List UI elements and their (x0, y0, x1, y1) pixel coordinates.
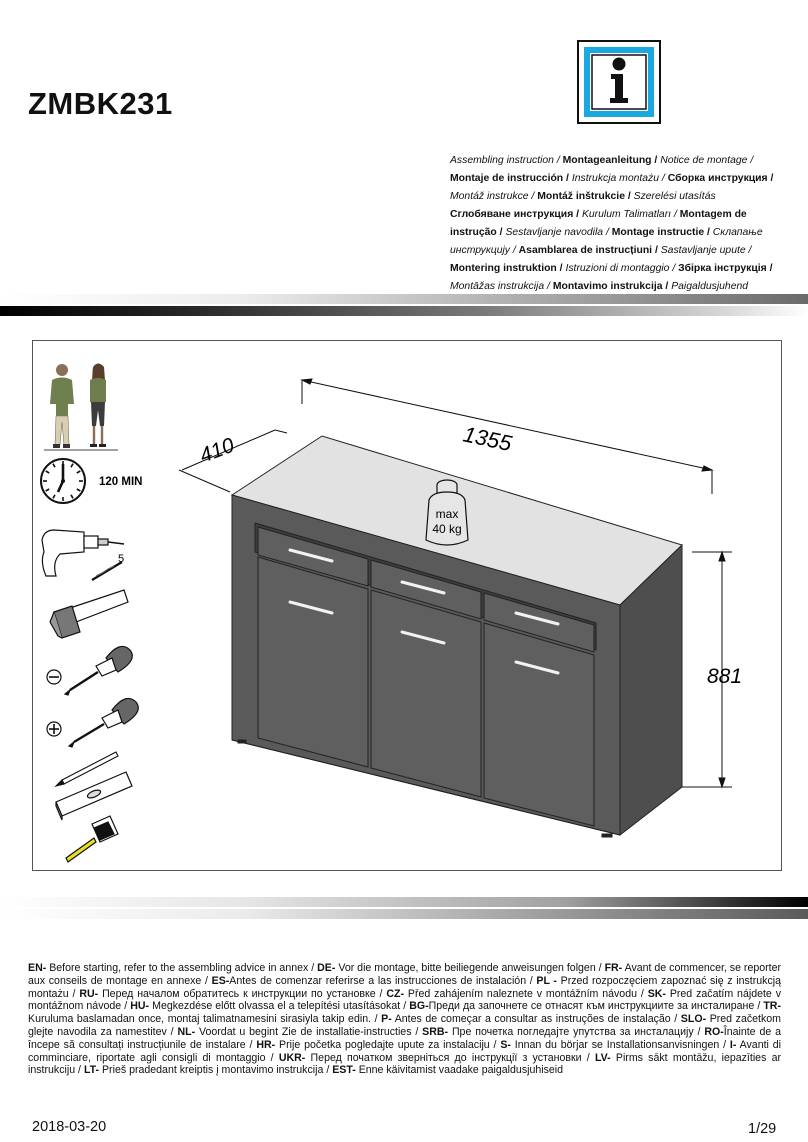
language-separator: / (767, 173, 774, 184)
language-separator: / (659, 173, 668, 184)
notice-text: Megkezdése előtt olvassa el a telepítési utasításokat / (149, 1000, 410, 1013)
language-title: Instrukcja montażu (571, 173, 660, 184)
multilingual-notice (28, 962, 781, 1077)
tape-measure-icon (66, 816, 118, 862)
language-title: Asamblarea de instrucțiuni (518, 245, 653, 256)
language-code: I- (729, 1038, 737, 1051)
language-title: Montageanleitung (562, 155, 652, 166)
language-code: ES- (211, 974, 230, 987)
flat-screwdriver-icon (47, 646, 132, 695)
language-title: Sestavljanje navodila (505, 227, 604, 238)
language-title: Sastavljanje upute (660, 245, 746, 256)
language-code: UKR- (278, 1051, 306, 1064)
language-title: Montavimo instrukcija (552, 281, 663, 292)
notice-text: Kuruluma baslamadan once, montaj talimatnamesini sirasiyla takip edin. / (28, 1013, 382, 1026)
language-separator: / (563, 173, 572, 184)
language-code: SK- (647, 987, 666, 1000)
language-code: SRB- (422, 1025, 449, 1038)
language-list (450, 152, 800, 296)
hammer-icon (50, 590, 128, 638)
language-title: Склапање (712, 227, 763, 238)
info-icon (577, 40, 661, 124)
dimension-depth: 410 (196, 433, 238, 468)
language-separator: / (544, 281, 553, 292)
language-separator: / (528, 191, 538, 202)
language-title: Сглобяване инструкция (450, 209, 574, 220)
notice-text: Пре почетка погледајте упутства за инсталацију / (448, 1025, 705, 1038)
page-number: 1/29 (748, 1121, 777, 1137)
language-separator: / (496, 227, 506, 238)
notice-text: Vor die montage, bitte beiliegende anweisungen folgen / (335, 962, 605, 974)
language-code: HU- (130, 1000, 150, 1013)
language-code: S- (500, 1038, 511, 1051)
divider-band (0, 306, 808, 316)
language-code: PL - (536, 974, 557, 987)
language-code: RU- (79, 987, 99, 1000)
language-title: Montáž inštrukcie (537, 191, 625, 202)
language-separator: / (766, 263, 773, 274)
notice-text: Před zahájením naleznete v montážním návodu / (404, 987, 648, 1000)
language-separator: / (652, 245, 661, 256)
language-title: инструкцију (450, 245, 510, 256)
language-code: P- (381, 1013, 392, 1026)
notice-text: Avant de commencer, se reporter aux conseils de montage en annexe / (28, 962, 782, 987)
language-title: Notice de montage (660, 155, 748, 166)
phillips-screwdriver-icon (47, 698, 138, 747)
language-title: instrução (450, 227, 497, 238)
language-separator: / (671, 209, 680, 220)
language-code: LV- (594, 1051, 611, 1064)
language-separator: / (553, 155, 563, 166)
notice-text: Pred začetkom glejte navodila za namestitev / (28, 1013, 781, 1038)
notice-text: Prieš pradedant kreiptis į montavimo instrukcija / (99, 1064, 333, 1077)
document-title: ZMBK231 (28, 86, 173, 121)
language-title: Montaje de instrucción (450, 173, 564, 184)
dimension-width: 1355 (460, 421, 515, 457)
language-title: Kurulum Talimatları (581, 209, 672, 220)
language-title: Montage instructie (611, 227, 705, 238)
language-code: CZ- (386, 987, 405, 1000)
language-title: Montāžas instrukcija (450, 281, 545, 292)
language-separator: / (624, 191, 634, 202)
notice-text: Перед началом обратитесь к инструкции по установке / (98, 987, 387, 1000)
language-separator: / (603, 227, 612, 238)
language-separator: / (669, 263, 679, 274)
language-separator: / (556, 263, 566, 274)
max-load-line1: max (435, 507, 459, 521)
language-code: BG- (409, 1000, 429, 1013)
notice-text: Înainte de a începe să consultați instrucțiunile de instalare / (28, 1025, 781, 1051)
language-separator: / (573, 209, 582, 220)
notice-text: Antes de comenzar referirse a las instrucciones de instalación / (229, 974, 537, 987)
language-title: Збірка інструкція (678, 263, 767, 274)
notice-text: Prije početka pogledajte upute za instalaciju / (275, 1038, 501, 1051)
notice-text: Przed rozpoczęciem zapoznać się z instrukcją montażu / (28, 974, 781, 1000)
language-title: Montáž instrukce (450, 191, 529, 202)
drill-icon (42, 530, 124, 580)
divider-band (0, 909, 808, 919)
language-title: Szerelési utasítás (633, 191, 716, 202)
language-separator: / (704, 227, 713, 238)
people-icon (44, 364, 118, 451)
language-separator: / (651, 155, 661, 166)
language-code: LT- (83, 1064, 100, 1077)
divider-band (0, 294, 808, 304)
language-separator: / (745, 245, 752, 256)
notice-text: Avanti di comminciare, riportate agli consigli di montaggio / (28, 1038, 781, 1064)
language-title: Assembling instruction (450, 155, 554, 166)
document-date: 2018-03-20 (32, 1119, 107, 1135)
language-title: Istruzioni di montaggio (565, 263, 670, 274)
notice-text: Voordat u begint Zie de installatie-instructies / (195, 1025, 423, 1038)
max-load-line2: 40 kg (432, 522, 462, 536)
language-code: EN- (28, 962, 47, 974)
divider-band (0, 897, 808, 907)
language-separator: / (747, 155, 754, 166)
language-title: Montagem de (679, 209, 747, 220)
furniture-drawing (32, 340, 782, 871)
language-code: HR- (256, 1038, 276, 1051)
language-code: TR- (763, 1000, 781, 1013)
language-code: EST- (332, 1064, 356, 1077)
notice-text: Pred začatím nájdete v montážnom návode / (28, 987, 781, 1013)
clock-icon (41, 459, 85, 503)
language-code: NL- (177, 1025, 196, 1038)
language-title: Сборка инструкция (667, 173, 768, 184)
notice-text: Преди да започнете се отнасят към инструкциите за инсталиране / (428, 1000, 764, 1013)
language-code: RO- (704, 1025, 724, 1038)
notice-text: Before starting, refer to the assembling advice in annex / (46, 962, 318, 974)
notice-text: Antes de começar a consultar as instruções de instalação / (391, 1013, 681, 1026)
notice-text: Перед початком зверніться до інструкції з установки / (305, 1051, 595, 1064)
language-separator: / (510, 245, 519, 256)
language-code: DE- (317, 962, 336, 974)
assembly-time: 120 MIN (99, 476, 143, 488)
language-title: Montering instruktion (450, 263, 557, 274)
notice-text: Innan du börjar se Installationsanvisningen / (510, 1038, 730, 1051)
notice-text: Pirms sākt montāžu, iepazīties ar instrukciju / (28, 1051, 782, 1077)
drill-size: 5 (118, 553, 125, 565)
language-title: Paigaldusjuhend (671, 281, 749, 292)
language-code: FR- (604, 962, 623, 974)
notice-text: Enne käivitamist vaadake paigaldusjuhiseid (355, 1064, 564, 1077)
language-code: SLO- (680, 1013, 707, 1026)
dimension-height: 881 (707, 665, 743, 688)
language-separator: / (662, 281, 672, 292)
